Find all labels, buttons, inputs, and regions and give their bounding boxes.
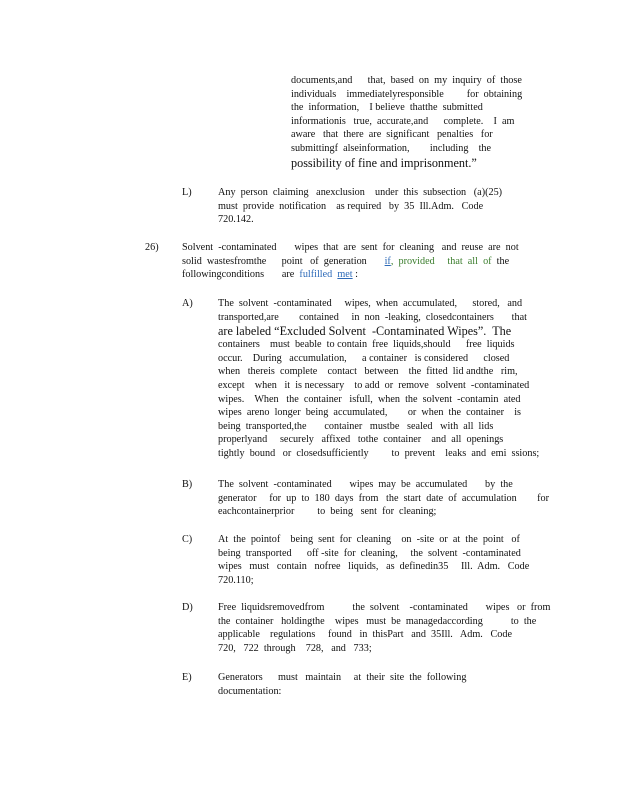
text-line: tightly bound or closedsufficiently to prevent leaks and emi ssions; — [218, 447, 540, 459]
item-label-A: A) — [182, 298, 193, 309]
text-line: transported,are contained in non -leaking, closedcontainers that — [218, 311, 527, 323]
text-line: eachcontainerprior to being sent for cleaning; — [218, 506, 437, 518]
text-line: being transported off -site for cleaning, the solvent -contaminated — [218, 547, 521, 559]
text-line: the information, I believe thatthe submitted — [291, 102, 483, 114]
item-B-text — [218, 478, 549, 519]
item-26-text — [182, 241, 522, 282]
item-L-text — [218, 186, 518, 227]
text-line: the container holdingthe wipes must be managedaccording to the — [218, 615, 537, 627]
text-line: wipes areno longer being accumulated, or when the container is — [218, 407, 521, 419]
text-line: individuals immediatelyresponsible for obtaining — [291, 88, 523, 100]
text-line: 720.110; — [218, 574, 254, 586]
text-line-large: possibility of fine and imprisonment.” — [291, 155, 477, 170]
text-line: when thereis complete contact between the fitted lid andthe rim, — [218, 366, 518, 378]
item-A-text — [218, 297, 540, 461]
text-line-large: are labeled “Excluded Solvent -Contaminated Wipes”. The — [218, 324, 512, 339]
item-label-B: B) — [182, 479, 193, 490]
text-line: aware that there are significant penalties for — [291, 129, 493, 141]
text-line: followingconditions are fulfilled met : — [182, 269, 359, 281]
text-line: occur. During accumulation, a container is considered closed — [218, 352, 510, 364]
text-line: documents,and that, based on my inquiry of those — [291, 75, 522, 86]
item-E-text — [218, 671, 478, 698]
text-line: except when it is necessary to add or remove solvent -contaminated — [218, 379, 530, 391]
certification-continuation — [291, 74, 531, 170]
struck-met: met — [337, 269, 353, 281]
inserted-fulfilled: fulfilled — [299, 269, 333, 281]
text-line: solid wastesfromthe point of generation if, provided that all of the — [182, 255, 510, 267]
text-line: properlyand securely affixed tothe container and all openings — [218, 434, 504, 446]
text-line: must provide notification as required by 35 Ill.Adm. Code — [218, 200, 484, 212]
text-line: submittingf alseinformation, including the — [291, 142, 492, 154]
text-line: Free liquidsremovedfrom the solvent -contaminated wipes or from — [218, 602, 551, 613]
item-D-text — [218, 601, 551, 655]
item-label-D: D) — [182, 602, 193, 613]
text-line: applicable regulations found in thisPart and 35Ill. Adm. Code — [218, 629, 512, 641]
text-line: The solvent -contaminated wipes, when accumulated, stored, and — [218, 298, 523, 309]
text-line: being transported,the container mustbe sealed with all lids — [218, 420, 494, 432]
item-label-C: C) — [182, 534, 193, 545]
item-label-E: E) — [182, 672, 192, 683]
text-line: generator for up to 180 days from the start date of accumulation for — [218, 492, 549, 504]
text-line: Solvent -contaminated wipes that are sent for cleaning and reuse are not — [182, 242, 519, 253]
item-label-26: 26) — [145, 242, 159, 253]
text-line: Generators must maintain at their site the following — [218, 672, 467, 683]
text-line: wipes must contain nofree liquids, as definedin35 Ill. Adm. Code — [218, 561, 530, 573]
inserted-provided: , provided that all of — [390, 255, 492, 267]
text-line: documentation: — [218, 685, 282, 697]
text-line: 720.142. — [218, 214, 254, 226]
text-line: At the pointof being sent for cleaning on -site or at the point of — [218, 534, 520, 545]
text-line: informationis true, accurate,and complete. I am — [291, 115, 515, 127]
text-line: containers must beable to contain free liquids,should free liquids — [218, 339, 515, 351]
text-line: The solvent -contaminated wipes may be accumulated by the — [218, 479, 513, 490]
item-label-L: L) — [182, 187, 192, 198]
text-line: 720, 722 through 728, and 733; — [218, 642, 372, 654]
inserted-if: if — [384, 255, 391, 267]
text-line: wipes. When the container isfull, when the solvent -contamin ated — [218, 393, 521, 405]
item-C-text — [218, 533, 528, 587]
text-line: Any person claiming anexclusion under this subsection (a)(25) — [218, 187, 503, 198]
